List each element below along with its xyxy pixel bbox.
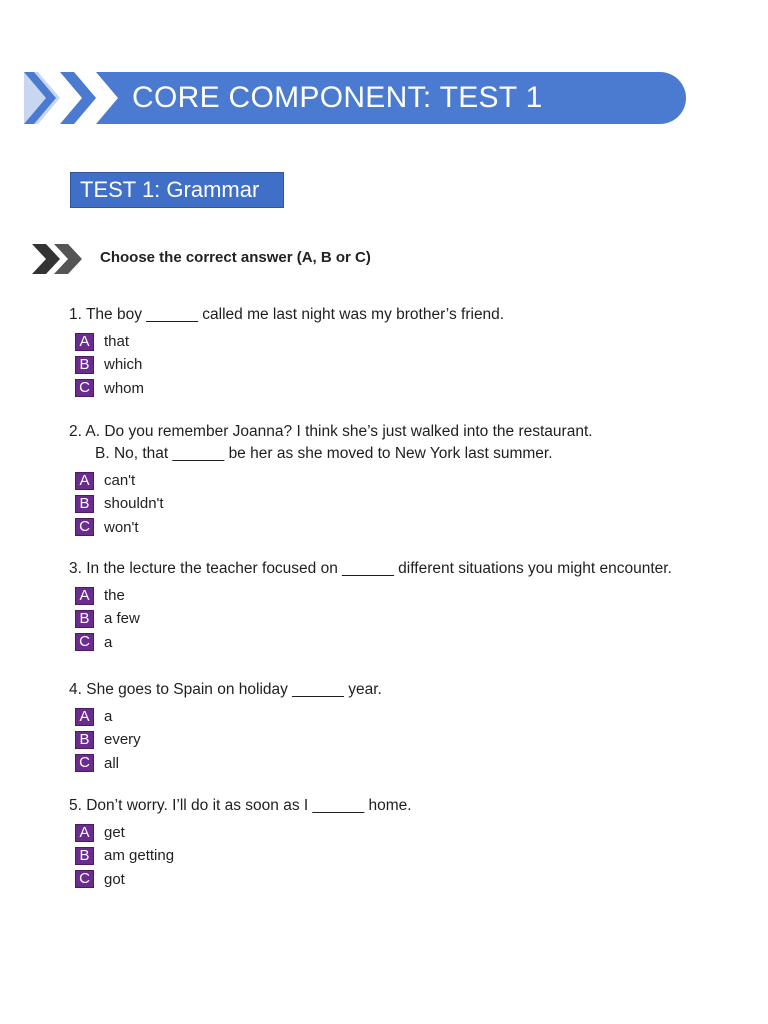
question-text: 5. Don’t worry. I’ll do it as soon as I ______ home. — [69, 797, 412, 814]
option-a[interactable] — [69, 330, 749, 353]
option-letter-badge: C — [75, 633, 94, 651]
option-c[interactable] — [69, 868, 749, 891]
option-text: the — [104, 587, 125, 605]
option-text: whom — [104, 379, 145, 397]
option-text: won't — [104, 518, 139, 536]
question-text-line-2: B. No, that ______ be her as she moved to New York last summer. — [95, 445, 553, 462]
option-a[interactable] — [69, 469, 749, 492]
option-text: that — [104, 333, 130, 351]
option-a[interactable] — [69, 705, 749, 728]
option-text: every — [104, 731, 141, 749]
question-3 — [69, 558, 749, 654]
option-b[interactable] — [69, 844, 749, 867]
question-text: 4. She goes to Spain on holiday ______ year. — [69, 681, 382, 698]
page-title: CORE COMPONENT: TEST 1 — [132, 81, 543, 114]
option-text: a — [104, 633, 113, 651]
option-letter-badge: B — [75, 847, 94, 865]
option-letter-badge: B — [75, 495, 94, 513]
question-2 — [69, 421, 749, 539]
option-letter-badge: B — [75, 731, 94, 749]
option-letter-badge: C — [75, 870, 94, 888]
option-list — [69, 469, 749, 539]
option-text: all — [104, 754, 120, 772]
option-a[interactable] — [69, 584, 749, 607]
option-b[interactable] — [69, 607, 749, 630]
option-letter-badge: A — [75, 708, 94, 726]
option-letter-badge: C — [75, 518, 94, 536]
option-letter-badge: A — [75, 333, 94, 351]
question-4 — [69, 679, 749, 775]
option-text: which — [104, 356, 143, 374]
instruction-text: Choose the correct answer (A, B or C) — [100, 249, 371, 266]
option-letter-badge: B — [75, 610, 94, 628]
option-list — [69, 330, 749, 400]
option-list — [69, 821, 749, 891]
option-text: got — [104, 870, 125, 888]
option-letter-badge: A — [75, 472, 94, 490]
option-letter-badge: A — [75, 824, 94, 842]
option-c[interactable] — [69, 516, 749, 539]
option-a[interactable] — [69, 821, 749, 844]
option-b[interactable] — [69, 492, 749, 515]
option-list — [69, 705, 749, 775]
question-text: 1. The boy ______ called me last night was my brother’s friend. — [69, 306, 505, 323]
option-text: a — [104, 708, 113, 726]
question-1 — [69, 304, 749, 400]
option-text: get — [104, 824, 125, 842]
header-banner — [24, 72, 686, 124]
option-text: a few — [104, 610, 140, 628]
option-letter-badge: C — [75, 754, 94, 772]
question-5 — [69, 795, 749, 891]
option-c[interactable] — [69, 631, 749, 654]
question-text: 2. A. Do you remember Joanna? I think she’s just walked into the restaurant. — [69, 423, 593, 440]
option-list — [69, 584, 749, 654]
question-text: 3. In the lecture the teacher focused on ______ different situations you might encounter. — [69, 560, 672, 577]
option-text: am getting — [104, 847, 175, 865]
double-chevron-right-icon — [30, 242, 86, 276]
option-text: shouldn't — [104, 495, 164, 513]
section-label: TEST 1: Grammar — [70, 172, 284, 208]
option-c[interactable] — [69, 752, 749, 775]
banner-chevron-icon — [24, 72, 134, 124]
option-letter-badge: A — [75, 587, 94, 605]
option-c[interactable] — [69, 377, 749, 400]
option-b[interactable] — [69, 353, 749, 376]
option-letter-badge: B — [75, 356, 94, 374]
option-letter-badge: C — [75, 379, 94, 397]
option-b[interactable] — [69, 728, 749, 751]
option-text: can't — [104, 472, 136, 490]
